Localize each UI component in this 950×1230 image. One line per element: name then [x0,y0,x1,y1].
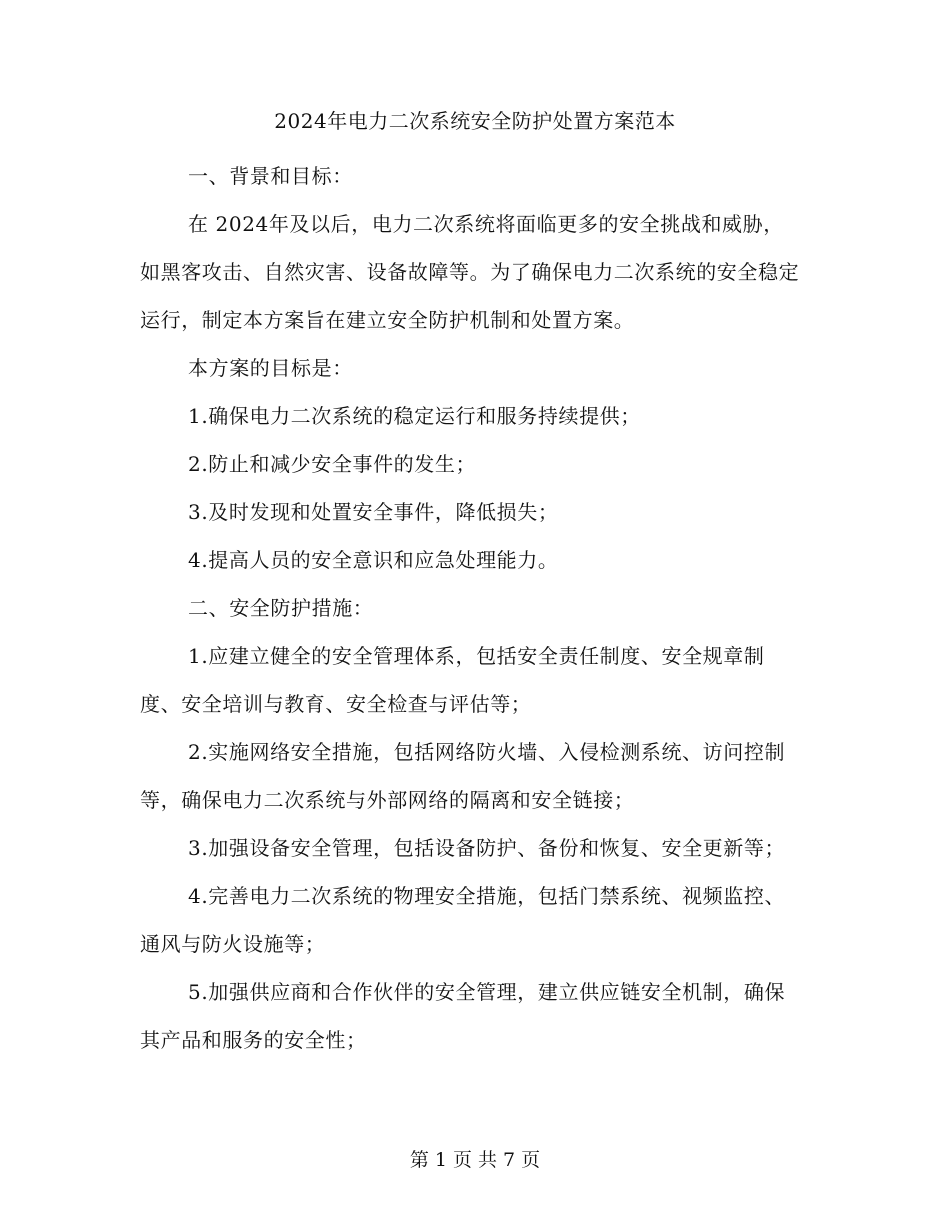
page-number-label: 第 1 页 共 7 页 [409,1149,541,1171]
measure-item-1: 1.应建立健全的安全管理体系，包括安全责任制度、安全规章制度、安全培训与教育、安全检查与评估等； [140,644,765,716]
measure-item-3: 3.加强设备安全管理，包括设备防护、备份和恢复、安全更新等； [188,836,786,860]
goal-item-4: 4.提高人员的安全意识和应急处理能力。 [188,548,559,572]
document-title: 2024年电力二次系统安全防护处置方案范本 [274,109,676,133]
goal-item-1: 1.确保电力二次系统的稳定运行和服务持续提供； [188,404,641,428]
page-footer [0,1146,950,1174]
goal-item-2: 2.防止和减少安全事件的发生； [188,452,477,476]
paragraph-goals-intro: 本方案的目标是： [188,356,353,380]
paragraph-background: 在 2024年及以后，电力二次系统将面临更多的安全挑战和威胁，如黑客攻击、自然灾害、设备故障等。为了确保电力二次系统的安全稳定运行，制定本方案旨在建立安全防护机制和处置方案。 [140,212,800,332]
document-body [140,152,800,1064]
measure-item-5: 5.加强供应商和合作伙伴的安全管理，建立供应链安全机制，确保其产品和服务的安全性； [140,980,786,1052]
section-heading-measures: 二、安全防护措施： [188,596,374,620]
measure-item-4: 4.完善电力二次系统的物理安全措施，包括门禁系统、视频监控、通风与防火设施等； [140,884,786,956]
measure-item-2: 2.实施网络安全措施，包括网络防火墙、入侵检测系统、访问控制等，确保电力二次系统与外部网络的隔离和安全链接； [140,740,786,812]
section-heading-background: 一、背景和目标： [188,164,353,188]
goal-item-3: 3.及时发现和处置安全事件，降低损失； [188,500,559,524]
